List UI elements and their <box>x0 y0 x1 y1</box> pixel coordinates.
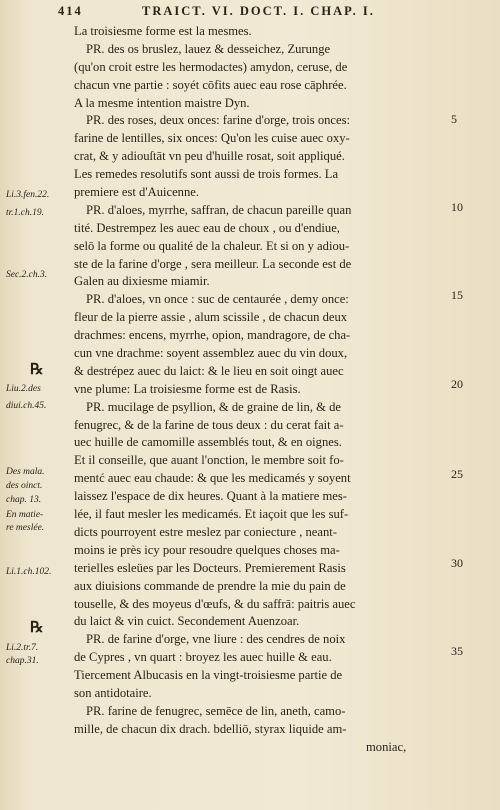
text-line: A la mesme intention maistre Dyn. <box>74 95 250 110</box>
text-line: dicts pourroyent estre meslez par coniecture , neant- <box>74 524 337 539</box>
margin-note: tr.1.ch.19. <box>6 208 44 218</box>
text-line: Tiercement Albucasis en la vingt-troisiesme partie de <box>74 668 343 683</box>
line-number: 30 <box>451 556 463 570</box>
margin-note: Liu.2.des <box>6 384 41 394</box>
text-line: & destrépez auec du laict: & le lieu en soit oingt auec <box>74 363 344 378</box>
text-line: (qu'on croit estre les hermodactes) amydon, ceruse, de <box>74 59 348 74</box>
text-line: PR. des os bruslez, lauez & desseichez, Zurunge <box>86 41 331 56</box>
line-number: 5 <box>451 112 457 126</box>
text-line: farine de lentilles, six onces: Qu'on les cuise auec oxy- <box>74 131 350 146</box>
text-line: PR. de farine d'orge, vne liure : des cendres de noix <box>86 632 346 647</box>
margin-note: re meslée. <box>6 523 45 533</box>
line-number: 25 <box>451 467 463 481</box>
text-line: de Cypres , vn quart : broyez les auec huille & eau. <box>74 650 332 665</box>
text-line: terielles esleües par les Docteurs. Premierement Rasis <box>74 560 346 575</box>
text-line: PR. farine de fenugrec, semēce de lin, aneth, camo- <box>86 703 346 718</box>
page-header <box>58 4 488 22</box>
text-line: fenugrec, & de la farine de tous deux : du cerat fait a- <box>74 417 344 432</box>
margin-note: Li.2.tr.7. <box>6 643 39 653</box>
catchword: moniac, <box>366 739 407 754</box>
text-line: crat, & y adiouſtāt vn peu d'huille rosat, soit appliqué. <box>74 149 345 164</box>
text-line: tité. Destrempez les auec eau de choux , ou d'endiue, <box>74 220 340 235</box>
text-line: La troisiesme forme est la mesmes. <box>74 24 252 38</box>
line-number: 10 <box>451 200 463 214</box>
text-line: du laict & vin cuict. Secondement Auenzoar. <box>74 614 300 629</box>
text-line: son antidotaire. <box>74 685 152 700</box>
margin-note: chap. 13. <box>6 495 42 505</box>
margin-note: Li.3.fen.22. <box>6 190 50 200</box>
margin-note: Des mala. <box>6 467 45 477</box>
text-line: touselle, & des moyeus d'œufs, & du saffrā: paitris auec <box>74 596 356 611</box>
text-line: Les remedes resolutifs sont aussi de trois formes. La <box>74 167 339 182</box>
running-title: TRAICT. VI. DOCT. I. CHAP. I. <box>142 4 375 18</box>
margin-note: chap.31. <box>6 656 39 666</box>
text-line: PR. d'aloes, vn once : suc de centaurée , demy once: <box>86 292 349 307</box>
recipe-mark: ℞ <box>30 620 44 636</box>
text-line: cun vne drachme: soyent assemblez auec du vin doux, <box>74 346 348 361</box>
text-line: uec huille de camomille assemblés tout, & en oignes. <box>74 435 342 450</box>
recipe-mark: ℞ <box>30 362 44 378</box>
margin-note: Sec.2.ch.3. <box>6 270 48 280</box>
text-line: PR. d'aloes, myrrhe, saffran, de chacun pareille quan <box>86 202 352 217</box>
line-number: 20 <box>451 377 463 391</box>
text-line: lée, il faut mesler les medicamés. Et iaçoit que les suf- <box>74 507 349 522</box>
main-text <box>74 23 464 757</box>
text-line: selō la forme ou qualité de la chaleur. Et si on y adiou- <box>74 238 350 253</box>
text-line: mille, de chacun dix drach. bdelliō, styrax liquide am- <box>74 721 347 736</box>
margin-note: En matie- <box>6 510 44 520</box>
text-line: aux diuisions commande de prendre la mie du pain de <box>74 578 346 593</box>
text-line: fleur de la pierre assie , alum scissile , de chacun deux <box>74 310 348 325</box>
text-line: premiere est d'Auicenne. <box>74 185 200 200</box>
line-number: 35 <box>451 644 463 658</box>
text-line: vne plume: La troisiesme forme est de Rasis. <box>74 381 301 396</box>
line-number: 15 <box>451 288 463 302</box>
margin-note: Li.1.ch.102. <box>6 567 52 577</box>
text-line: drachmes: encens, myrrhe, opion, mandragore, de cha- <box>74 328 351 343</box>
text-line: PR. mucilage de psyllion, & de graine de lin, & de <box>86 399 341 414</box>
page-number: 414 <box>58 4 83 18</box>
margin-note: diui.ch.45. <box>6 401 47 411</box>
text-line: Et il conseille, que auant l'onction, le membre soit fo- <box>74 453 344 468</box>
text-line: PR. des roses, deux onces: farine d'orge, trois onces: <box>86 113 351 128</box>
text-line: ste de la farine d'orge , sera meilleur. La seconde est de <box>74 256 352 271</box>
text-line: chacun vne partie : soyét cōfits auec eau rose cāphrée. <box>74 77 347 92</box>
margin-note: des oinct. <box>6 481 43 491</box>
text-line: moins ie près icy pour resoudre quelques choses ma- <box>74 542 340 557</box>
text-line: mentć auec eau chaude: & que les medicamés y soyent <box>74 471 351 486</box>
text-line: Galen au dixiesme miamir. <box>74 274 210 289</box>
text-line: laissez l'espace de dix heures. Quant à la matiere mes- <box>74 489 347 504</box>
